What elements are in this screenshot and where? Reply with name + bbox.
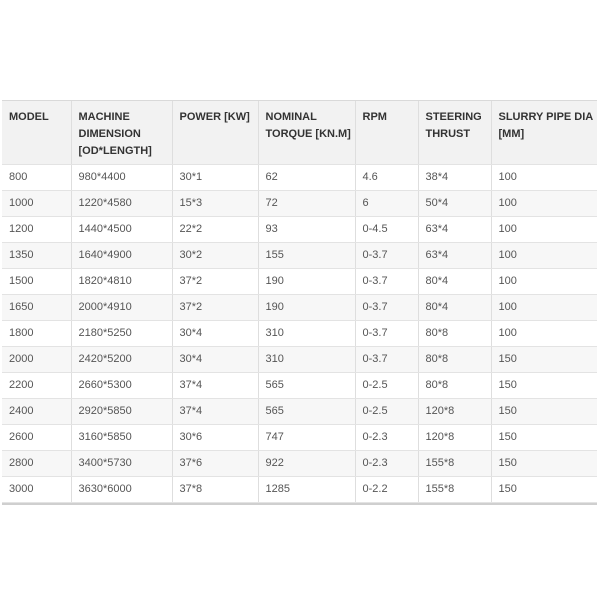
- table-cell-nominal-torque: 190: [258, 294, 355, 320]
- table-cell-model: 1800: [2, 320, 71, 346]
- table-cell-steering-thrust: 80*8: [418, 346, 491, 372]
- table-cell-slurry-pipe-dia: 100: [491, 242, 597, 268]
- table-cell-power: 37*8: [172, 476, 258, 502]
- table-cell-nominal-torque: 565: [258, 372, 355, 398]
- column-header-line: [OD*LENGTH]: [78, 145, 152, 157]
- table-row: [2, 190, 597, 216]
- table-cell-power: 37*2: [172, 294, 258, 320]
- table-cell-machine-dimension: 1440*4500: [71, 216, 172, 242]
- table-cell-machine-dimension: 1820*4810: [71, 268, 172, 294]
- table-cell-model: 1650: [2, 294, 71, 320]
- table-cell-nominal-torque: 922: [258, 450, 355, 476]
- table-cell-rpm: 0-4.5: [355, 216, 418, 242]
- column-header-line: [MM]: [498, 128, 525, 140]
- table-row: [2, 164, 597, 190]
- table-cell-model: 800: [2, 164, 71, 190]
- table-cell-model: 2000: [2, 346, 71, 372]
- table-cell-nominal-torque: 62: [258, 164, 355, 190]
- table-body: [2, 164, 597, 502]
- table-cell-machine-dimension: 2920*5850: [71, 398, 172, 424]
- table-cell-power: 30*6: [172, 424, 258, 450]
- table-cell-machine-dimension: 980*4400: [71, 164, 172, 190]
- table-cell-model: 2600: [2, 424, 71, 450]
- table-cell-rpm: 0-2.2: [355, 476, 418, 502]
- column-header-line: NOMINAL: [265, 111, 317, 123]
- column-header-line: SLURRY PIPE DIA: [498, 111, 594, 123]
- table-row: [2, 242, 597, 268]
- table-cell-power: 37*6: [172, 450, 258, 476]
- table-cell-steering-thrust: 120*8: [418, 398, 491, 424]
- table-cell-model: 3000: [2, 476, 71, 502]
- table-cell-slurry-pipe-dia: 150: [491, 372, 597, 398]
- column-header-power: [172, 101, 258, 164]
- table-cell-nominal-torque: 310: [258, 346, 355, 372]
- table-cell-model: 1500: [2, 268, 71, 294]
- table-row: [2, 424, 597, 450]
- table-row: [2, 268, 597, 294]
- table-cell-steering-thrust: 50*4: [418, 190, 491, 216]
- table-cell-model: 1350: [2, 242, 71, 268]
- table-cell-steering-thrust: 155*8: [418, 476, 491, 502]
- table-cell-steering-thrust: 63*4: [418, 242, 491, 268]
- table-cell-steering-thrust: 80*8: [418, 320, 491, 346]
- column-header-nominal-torque: [258, 101, 355, 164]
- table-cell-model: 1000: [2, 190, 71, 216]
- table-cell-nominal-torque: 565: [258, 398, 355, 424]
- table-cell-rpm: 0-2.3: [355, 424, 418, 450]
- table-cell-nominal-torque: 72: [258, 190, 355, 216]
- table-cell-machine-dimension: 3160*5850: [71, 424, 172, 450]
- column-header-line: STEERING: [425, 111, 482, 123]
- table-row: [2, 476, 597, 502]
- table-cell-rpm: 0-3.7: [355, 320, 418, 346]
- table-row: [2, 346, 597, 372]
- column-header-line: POWER [KW]: [179, 111, 250, 123]
- table-cell-model: 2400: [2, 398, 71, 424]
- table-cell-rpm: 6: [355, 190, 418, 216]
- table-cell-nominal-torque: 190: [258, 268, 355, 294]
- table-cell-rpm: 0-2.3: [355, 450, 418, 476]
- table-cell-slurry-pipe-dia: 150: [491, 346, 597, 372]
- table-cell-machine-dimension: 2420*5200: [71, 346, 172, 372]
- column-header-slurry-pipe-dia: [491, 101, 597, 164]
- table-cell-slurry-pipe-dia: 150: [491, 450, 597, 476]
- table-cell-rpm: 0-3.7: [355, 242, 418, 268]
- table-cell-power: 37*4: [172, 398, 258, 424]
- table-cell-slurry-pipe-dia: 100: [491, 190, 597, 216]
- column-header-line: MODEL: [9, 111, 49, 123]
- column-header-model: [2, 101, 71, 164]
- table-cell-slurry-pipe-dia: 150: [491, 476, 597, 502]
- table-cell-steering-thrust: 38*4: [418, 164, 491, 190]
- table-cell-slurry-pipe-dia: 100: [491, 164, 597, 190]
- table-cell-machine-dimension: 1220*4580: [71, 190, 172, 216]
- table-row: [2, 398, 597, 424]
- table-cell-slurry-pipe-dia: 100: [491, 320, 597, 346]
- table-cell-rpm: 0-3.7: [355, 294, 418, 320]
- table-cell-nominal-torque: 93: [258, 216, 355, 242]
- table-cell-slurry-pipe-dia: 100: [491, 268, 597, 294]
- table-cell-slurry-pipe-dia: 100: [491, 216, 597, 242]
- table-cell-power: 30*1: [172, 164, 258, 190]
- table-cell-machine-dimension: 1640*4900: [71, 242, 172, 268]
- table-cell-slurry-pipe-dia: 150: [491, 424, 597, 450]
- table-cell-steering-thrust: 80*4: [418, 268, 491, 294]
- table-cell-power: 30*4: [172, 346, 258, 372]
- column-header-line: TORQUE [KN.M]: [265, 128, 351, 140]
- table-cell-power: 30*4: [172, 320, 258, 346]
- table-cell-slurry-pipe-dia: 150: [491, 398, 597, 424]
- table-cell-rpm: 0-3.7: [355, 268, 418, 294]
- table-cell-rpm: 0-2.5: [355, 398, 418, 424]
- table-cell-nominal-torque: 310: [258, 320, 355, 346]
- table-cell-steering-thrust: 120*8: [418, 424, 491, 450]
- table-cell-steering-thrust: 155*8: [418, 450, 491, 476]
- table-cell-machine-dimension: 2180*5250: [71, 320, 172, 346]
- table-cell-power: 22*2: [172, 216, 258, 242]
- table-row: [2, 320, 597, 346]
- table-cell-rpm: 0-2.5: [355, 372, 418, 398]
- table-cell-model: 2200: [2, 372, 71, 398]
- table-cell-slurry-pipe-dia: 100: [491, 294, 597, 320]
- table-cell-nominal-torque: 155: [258, 242, 355, 268]
- table-cell-power: 37*2: [172, 268, 258, 294]
- header-row: [2, 101, 597, 164]
- table-cell-power: 30*2: [172, 242, 258, 268]
- column-header-line: DIMENSION: [78, 128, 141, 140]
- table-cell-power: 37*4: [172, 372, 258, 398]
- column-header-machine-dimension: [71, 101, 172, 164]
- table-cell-power: 15*3: [172, 190, 258, 216]
- spec-table: [2, 101, 597, 503]
- table-cell-machine-dimension: 2000*4910: [71, 294, 172, 320]
- column-header-line: MACHINE: [78, 111, 130, 123]
- column-header-steering-thrust: [418, 101, 491, 164]
- table-row: [2, 372, 597, 398]
- column-header-line: RPM: [362, 111, 387, 123]
- spec-table-container: [2, 100, 597, 505]
- table-cell-rpm: 0-3.7: [355, 346, 418, 372]
- table-cell-steering-thrust: 80*4: [418, 294, 491, 320]
- table-cell-nominal-torque: 1285: [258, 476, 355, 502]
- table-cell-model: 1200: [2, 216, 71, 242]
- table-cell-steering-thrust: 80*8: [418, 372, 491, 398]
- table-cell-rpm: 4.6: [355, 164, 418, 190]
- column-header-rpm: [355, 101, 418, 164]
- table-row: [2, 294, 597, 320]
- table-row: [2, 216, 597, 242]
- table-header: [2, 101, 597, 164]
- table-row: [2, 450, 597, 476]
- table-cell-nominal-torque: 747: [258, 424, 355, 450]
- table-cell-machine-dimension: 2660*5300: [71, 372, 172, 398]
- table-cell-machine-dimension: 3630*6000: [71, 476, 172, 502]
- table-cell-steering-thrust: 63*4: [418, 216, 491, 242]
- table-cell-machine-dimension: 3400*5730: [71, 450, 172, 476]
- table-cell-model: 2800: [2, 450, 71, 476]
- column-header-line: THRUST: [425, 128, 471, 140]
